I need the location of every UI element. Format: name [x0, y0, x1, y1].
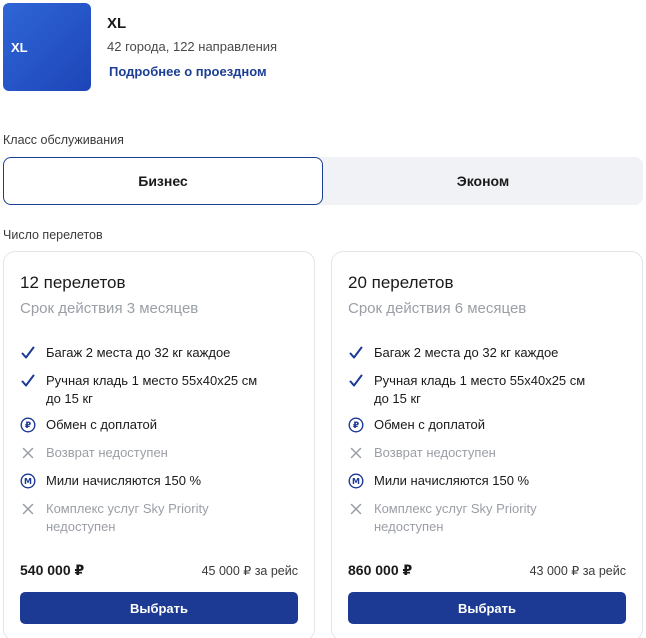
ruble-coin-icon — [348, 416, 364, 434]
feature-text: Комплекс услуг Sky Priority недоступен — [374, 501, 537, 534]
tariff-title: 12 перелетов — [20, 273, 126, 292]
miles-coin-icon — [20, 472, 36, 490]
feature-text: Мили начисляются 150 % — [46, 473, 202, 488]
pass-logo — [3, 3, 91, 91]
svg-text:М: М — [352, 477, 360, 486]
pass-stats: 42 города, 122 направления — [107, 39, 278, 54]
tariff-title: 20 перелетов — [348, 273, 454, 292]
feature-hand-luggage — [348, 372, 628, 408]
feature-text: Комплекс услуг Sky Priority недоступен — [46, 501, 209, 534]
feature-text: Багаж 2 места до 32 кг каждое — [46, 345, 231, 360]
feature-exchange — [348, 416, 628, 434]
flights-count-label: Число перелетов — [3, 228, 103, 242]
check-icon — [348, 372, 364, 390]
select-tariff-button[interactable]: Выбрать — [20, 592, 298, 624]
miles-coin-icon — [348, 472, 364, 490]
service-class-label: Класс обслуживания — [3, 133, 124, 147]
pass-logo-text: XL — [11, 39, 28, 55]
class-option-business[interactable]: Бизнес — [3, 157, 323, 205]
feature-text: Обмен с доплатой — [374, 417, 486, 432]
cross-icon — [348, 500, 364, 518]
feature-text: Обмен с доплатой — [46, 417, 158, 432]
tariff-card-12 — [3, 251, 315, 638]
cross-icon — [20, 500, 36, 518]
check-icon — [20, 372, 36, 390]
price-per-flight: 45 000 ₽ за рейс — [201, 564, 298, 578]
feature-baggage — [348, 344, 628, 362]
feature-text: Ручная кладь 1 место 55x40x25 см до 15 кг — [374, 373, 586, 406]
feature-sky-priority — [348, 500, 628, 536]
feature-miles — [348, 472, 628, 490]
feature-baggage — [20, 344, 300, 362]
check-icon — [20, 344, 36, 362]
feature-sky-priority — [20, 500, 300, 536]
tariff-card-20 — [331, 251, 643, 638]
ruble-coin-icon — [20, 416, 36, 434]
feature-text: Возврат недоступен — [374, 445, 496, 460]
class-option-economy[interactable]: Эконом — [456, 173, 510, 189]
feature-exchange — [20, 416, 300, 434]
price-per-flight: 43 000 ₽ за рейс — [529, 564, 626, 578]
svg-text:₽: ₽ — [352, 421, 360, 432]
feature-text: Багаж 2 места до 32 кг каждое — [374, 345, 559, 360]
tariff-validity: Срок действия 6 месяцев — [348, 300, 527, 317]
feature-miles — [20, 472, 300, 490]
select-tariff-button[interactable]: Выбрать — [348, 592, 626, 624]
cross-icon — [348, 444, 364, 462]
pass-header — [3, 3, 643, 93]
feature-text: Возврат недоступен — [46, 445, 168, 460]
feature-refund — [348, 444, 628, 462]
feature-refund — [20, 444, 300, 462]
service-class-toggle — [3, 157, 643, 205]
feature-text: Мили начисляются 150 % — [374, 473, 530, 488]
tariff-price: 540 000 ₽ — [20, 562, 85, 578]
check-icon — [348, 344, 364, 362]
tariff-validity: Срок действия 3 месяцев — [20, 300, 199, 317]
svg-text:₽: ₽ — [24, 421, 32, 432]
cross-icon — [20, 444, 36, 462]
pass-details-link[interactable]: Подробнее о проездном — [109, 64, 267, 79]
tariff-price: 860 000 ₽ — [348, 562, 413, 578]
pass-name: XL — [107, 15, 127, 32]
svg-text:М: М — [24, 477, 32, 486]
feature-text: Ручная кладь 1 место 55x40x25 см до 15 кг — [46, 373, 258, 406]
feature-hand-luggage — [20, 372, 300, 408]
